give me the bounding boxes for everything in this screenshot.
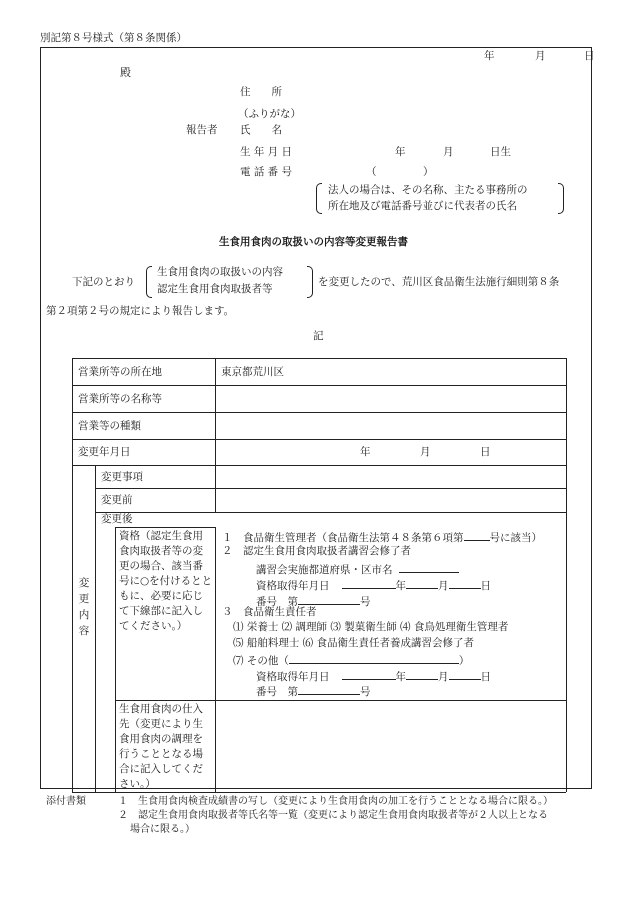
date-month: 月 xyxy=(535,50,546,62)
q3-day: 日 xyxy=(480,671,491,683)
q2-venue xyxy=(256,561,459,577)
table-vline-innercol xyxy=(115,527,116,792)
body-bracket-right xyxy=(307,266,313,298)
body-option2: 認定生食用食肉取扱者等 xyxy=(157,283,273,295)
q2-venue-label: 講習会実施都道府県・区市名 xyxy=(256,564,393,576)
reporter-label: 報告者 xyxy=(186,124,218,136)
q2-day-blank[interactable] xyxy=(449,577,481,589)
row-location-label: 営業所等の所在地 xyxy=(78,366,162,378)
row-name-label: 営業所等の名称等 xyxy=(78,393,162,405)
corp-note-bracket-left xyxy=(316,183,322,214)
table-line-2 xyxy=(72,412,566,413)
date-day: 日 xyxy=(584,50,595,62)
q1-label: １ 食品衛生管理者（食品衛生法第４８条第６項第 xyxy=(222,532,464,544)
furigana-label: （ふりがな） xyxy=(238,108,301,120)
q2-month: 月 xyxy=(438,580,449,592)
q3-number-label: 番号 第 xyxy=(256,686,298,698)
q2-day: 日 xyxy=(480,580,491,592)
table-line-8 xyxy=(115,700,566,701)
table-line-top xyxy=(72,358,566,359)
row-location-value: 東京都荒川区 xyxy=(221,366,284,378)
q3-line2: ⑸ 船舶料理士 ⑹ 食品衛生責任者養成講習会修了者 xyxy=(233,637,475,649)
ki-label: 記 xyxy=(313,330,324,342)
q3-number-end: 号 xyxy=(360,686,371,698)
attachments-label: 添付書類 xyxy=(46,796,86,807)
phone-label: 電 話 番 号 xyxy=(240,166,293,178)
before-label: 変更前 xyxy=(101,494,133,506)
attachment-item2-line2: 場合に限る。） xyxy=(130,824,195,835)
q2-title: ２ 認定生食用食肉取扱者講習会修了者 xyxy=(222,545,411,557)
q3-other-label: ⑺ その他（ xyxy=(233,655,289,667)
table-vline-lower xyxy=(215,527,216,792)
q1-blank[interactable] xyxy=(464,529,490,541)
side-label-char-2: 更 xyxy=(78,593,90,605)
table-line-7 xyxy=(115,527,215,528)
q3-year: 年 xyxy=(395,671,406,683)
q1-end: 号に該当） xyxy=(489,532,542,544)
q3-number-blank[interactable] xyxy=(298,683,360,695)
body-line2: 第２項第２号の規定により報告します。 xyxy=(46,305,235,317)
q3-month-blank[interactable] xyxy=(406,668,438,680)
phone-paren-open: （ xyxy=(366,166,377,178)
body-suffix: を変更したので、荒川区食品衛生法施行細則第８条 xyxy=(318,276,560,288)
table-line-4 xyxy=(72,465,566,466)
table-vline-right xyxy=(566,358,567,792)
addressee-suffix: 殿 xyxy=(120,66,131,79)
birth-day: 日生 xyxy=(490,146,511,158)
q2-year: 年 xyxy=(395,580,406,592)
table-line-3 xyxy=(72,439,566,440)
q3-line3 xyxy=(233,652,469,668)
q3-month: 月 xyxy=(438,671,449,683)
q3-day-blank[interactable] xyxy=(449,668,481,680)
row-date-month: 月 xyxy=(420,446,431,458)
body-prefix: 下記のとおり xyxy=(72,276,135,288)
birth-month: 月 xyxy=(443,146,454,158)
row-date-day: 日 xyxy=(480,446,491,458)
qualification-label: 資格（認定生食用食肉取扱者等の変更の場合、該当番号に○を付けるとともに、必要に応じて下線部に記入してください。） xyxy=(119,530,213,632)
table-line-1 xyxy=(72,385,566,386)
q2-number-blank[interactable] xyxy=(298,593,360,605)
side-label-char-1: 変 xyxy=(78,577,90,589)
table-vline-upper xyxy=(215,358,216,512)
side-label-char-3: 内 xyxy=(78,609,90,621)
side-label-char-4: 容 xyxy=(78,625,90,637)
birth-label: 生 年 月 日 xyxy=(240,146,293,158)
phone-paren-close: ） xyxy=(423,166,434,178)
table-vline-sidecol xyxy=(95,465,96,792)
corp-note-bracket-right xyxy=(558,183,564,214)
after-label: 変更後 xyxy=(101,513,133,525)
q1-text xyxy=(222,529,542,545)
row-type-label: 営業等の種類 xyxy=(78,420,141,432)
q3-year-blank[interactable] xyxy=(342,668,396,680)
table-line-5 xyxy=(95,488,566,489)
q3-other-blank[interactable] xyxy=(289,652,459,664)
q2-venue-blank[interactable] xyxy=(399,561,459,573)
body-option1: 生食用食肉の取扱いの内容 xyxy=(157,266,283,278)
corp-note-line2: 所在地及び電話番号並びに代表者の氏名 xyxy=(328,200,517,212)
form-id: 別記第８号様式（第８条関係） xyxy=(40,32,187,44)
table-vline-left xyxy=(72,358,73,792)
q2-number-label: 番号 第 xyxy=(256,596,298,608)
attachment-item2-line1: ２ 認定生食用食肉取扱者等氏名等一覧（変更により認定生食用食肉取扱者等が２人以上となる xyxy=(118,810,548,821)
document-title: 生食用食肉の取扱いの内容等変更報告書 xyxy=(219,236,408,248)
q2-number-end: 号 xyxy=(360,596,371,608)
row-date-year: 年 xyxy=(360,446,371,458)
date-year: 年 xyxy=(484,50,495,62)
table-line-bottom xyxy=(72,792,566,793)
q2-date xyxy=(256,577,491,593)
table-line-6 xyxy=(95,512,566,513)
row-date-label: 変更年月日 xyxy=(78,446,131,458)
q3-date xyxy=(256,668,491,684)
change-item-label: 変更事項 xyxy=(101,471,143,483)
attachment-item1: １ 生食用食肉検査成績書の写し（変更により生食用食肉の加工を行うこととなる場合に限る。） xyxy=(118,796,553,807)
name-label: 氏 名 xyxy=(240,124,282,136)
address-label: 住 所 xyxy=(240,86,282,98)
q3-date-label: 資格取得年月日 xyxy=(256,671,330,683)
q2-date-label: 資格取得年月日 xyxy=(256,580,330,592)
body-bracket-left xyxy=(146,266,152,298)
q2-month-blank[interactable] xyxy=(406,577,438,589)
q3-number xyxy=(256,683,371,699)
q2-year-blank[interactable] xyxy=(342,577,396,589)
q3-other-end: ） xyxy=(458,655,470,667)
q3-line1: ⑴ 栄養士 ⑵ 調理師 ⑶ 製菓衛生師 ⑷ 食鳥処理衛生管理者 xyxy=(233,621,509,633)
birth-year: 年 xyxy=(395,146,406,158)
supplier-label: 生食用食肉の仕入先（変更により生食用食肉の調理を行うこととなる場合に記入してください。） xyxy=(119,703,203,790)
corp-note-line1: 法人の場合は、その名称、主たる事務所の xyxy=(328,184,528,196)
q3-title: ３ 食品衛生責任者 xyxy=(222,606,317,618)
